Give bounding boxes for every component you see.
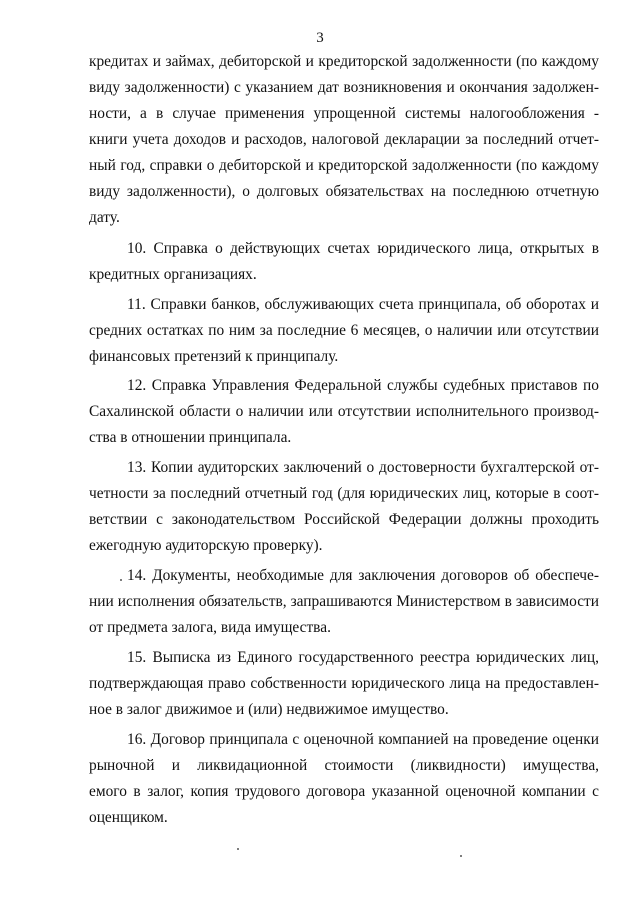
scan-speck: [460, 855, 462, 857]
text-line: ное в залог движимое и (или) недвижимое имущество.: [89, 701, 449, 718]
text-line: оценщиком.: [89, 809, 168, 826]
text-line: Сахалинской области о наличии или отсутствии исполнительного производ-: [89, 403, 599, 420]
scan-speck: [120, 579, 122, 581]
text-line: ежегодную аудиторскую проверку).: [89, 537, 323, 554]
list-item-16: 16. Договор принципала с оценочной компанией на проведение оценки: [127, 731, 599, 748]
list-item-12: 12. Справка Управления Федеральной службы судебных приставов по: [127, 377, 599, 394]
list-item-15: 15. Выписка из Единого государственного реестра юридических лиц,: [127, 649, 599, 666]
text-line: книги учета доходов и расходов, налоговой декларации за последний отчет-: [89, 131, 599, 148]
text-line: кредитных организациях.: [89, 266, 257, 283]
page-number: 3: [316, 30, 324, 46]
text-line: виду задолженности) с указанием дат возникновения и окончания задолжен-: [89, 79, 599, 96]
list-item-14: 14. Документы, необходимые для заключения договоров об обеспече-: [127, 567, 599, 584]
text-line: средних остатках по ним за последние 6 месяцев, о наличии или отсутствии: [89, 322, 599, 339]
list-item-13: 13. Копии аудиторских заключений о достоверности бухгалтерской от-: [127, 459, 599, 476]
text-line: ветствии с законодательством Российской Федерации должны проходить: [89, 511, 599, 528]
text-line: четности за последний отчетный год (для юридических лиц, которые в соот-: [89, 485, 599, 502]
text-line: подтверждающая право собственности юридического лица на предоставлен-: [89, 675, 599, 692]
text-line: финансовых претензий к принципалу.: [89, 348, 339, 365]
text-line: кредитах и займах, дебиторской и кредиторской задолженности (по каждому: [89, 53, 599, 70]
list-item-11: 11. Справки банков, обслуживающих счета принципала, об оборотах и: [127, 296, 599, 313]
list-item-10: 10. Справка о действующих счетах юридического лица, открытых в: [127, 240, 599, 257]
scan-speck: [237, 848, 239, 850]
text-line: виду задолженности), о долговых обязательствах на последнюю отчетную: [89, 183, 599, 200]
text-line: ный год, справки о дебиторской и кредиторской задолженности (по каждому: [89, 157, 599, 174]
text-line: ства в отношении принципала.: [89, 429, 292, 446]
text-line: от предмета залога, вида имущества.: [89, 619, 331, 636]
text-line: нии исполнения обязательств, запрашиваются Министерством в зависимости: [89, 593, 599, 610]
text-line: емого в залог, копия трудового договора указанной оценочной компании с: [89, 783, 599, 800]
text-line: рыночной и ликвидационной стоимости (ликвидности) имущества,: [89, 757, 599, 774]
text-line: дату.: [89, 209, 120, 226]
text-line: ности, а в случае применения упрощенной системы налогообложения -: [89, 105, 599, 122]
